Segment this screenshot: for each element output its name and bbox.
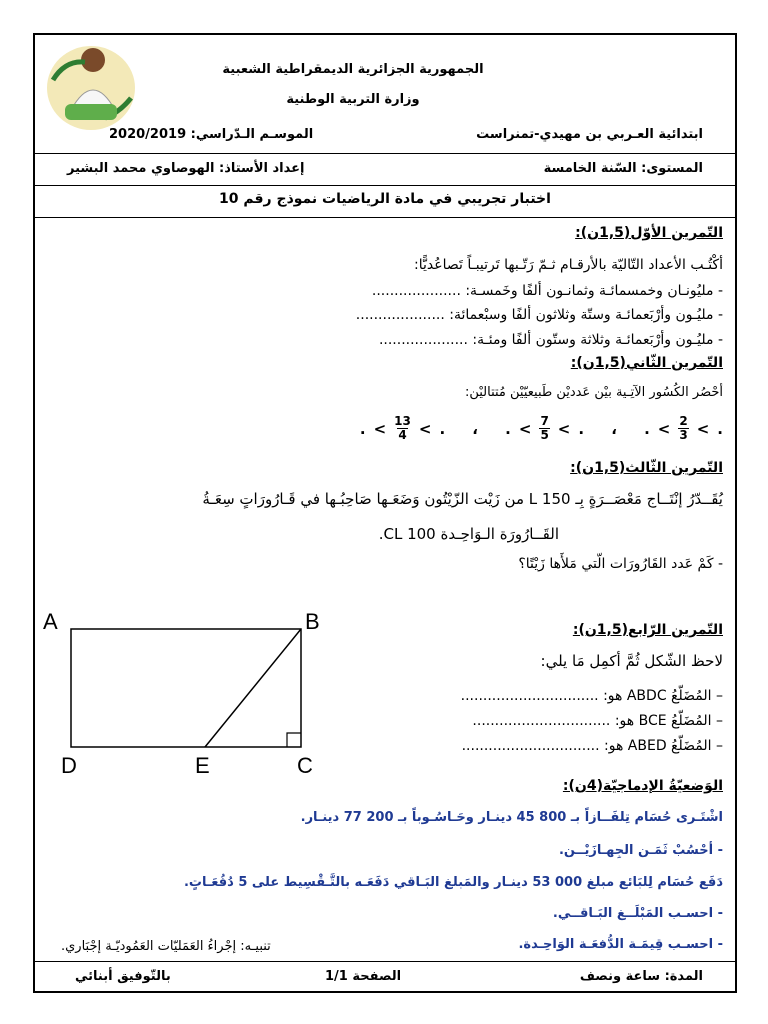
lt-sign: < [657, 419, 671, 438]
dot: . [359, 419, 366, 438]
label-E: E [195, 753, 210, 778]
lt-sign: < [518, 419, 532, 438]
rectangle-ABDC [71, 629, 301, 747]
level: المستوى: السّنة الخامسة [543, 161, 703, 176]
integration-note: تنبيـه: إجْراءُ العَمَليّات العَمُوديّـة إجْبَاري. [61, 939, 271, 954]
ex4-item-2: – المُضَلّعُ BCE هو: ............................... [472, 713, 723, 729]
separator: ، [472, 419, 478, 438]
ex2-instruction: أحْصُر الكُسُور الآتِـية بيْن عَدديْن طَبيعيّيْن مُتتاليْن: [464, 385, 723, 400]
integration-q1: - أحْسُبْ ثَمَـن الجِهـازَيْــن. [558, 843, 723, 858]
ex3-line-1: يُقَــدّرُ إنْتَــاج مَعْصَــرَةٍ بِـ 150 L من زَيْت الزّيْتُون وَضَعَـها صَاحِبُـها في قَـارُورَاتٍ سِعَـةُ [202, 490, 723, 508]
ministry-title: وزارة التربية الوطنية [286, 92, 420, 107]
ex4-instruction: لاحظ الشّكل ثُمَّ أكمِل مَا يلي: [540, 652, 723, 670]
label-C: C [297, 753, 313, 778]
integration-line-1: اشْتَـرى حُسَام تِلفَــازاً بـ 800 45 دينـار وحَـاسُـوباً بـ 200 77 دينـار. [300, 810, 723, 825]
integration-q3: - احسـب قِيمَـة الدُّفعَـة الوَاحِـدة. [518, 937, 723, 952]
integration-title: الوَضعيّةُ الإدماجيّة(4ن): [562, 778, 723, 794]
fraction-13-4 [394, 415, 411, 442]
duration: المدة: ساعة ونصف [579, 969, 703, 984]
header-divider-2 [35, 185, 735, 186]
lt-sign: < [557, 419, 571, 438]
republic-title: الجمهورية الجزائرية الديمقراطية الشعبية [222, 62, 484, 77]
rectangle-figure [35, 603, 335, 783]
teacher-logo [45, 40, 137, 132]
integration-line-2: دَفَع حُسَام لِلبَائع مبلغ 000 53 دينـار والمَبلغ البَـاقي دَفَعَـه بالتَّـقْسِيط على 5 دُفُعَـاتٍ. [183, 875, 723, 890]
lt-sign: < [418, 419, 432, 438]
ex4-item-3: – المُضَلّعُ ABED هو: ............................... [461, 738, 723, 754]
separator: ، [611, 419, 617, 438]
fraction-2-3 [678, 415, 688, 442]
integration-q2: - احسـب المَبْلَــغ البَـاقــي. [552, 906, 723, 921]
denominator: 3 [679, 428, 688, 442]
teacher-name: إعداد الأستاذ: الهوصاوي محمد البشير [67, 161, 305, 176]
dot: . [578, 419, 585, 438]
ex1-instruction: أكْتُـب الأعداد التّاليّة بالأرقـام ثـمّ رَتّـبها تَرتيبـاً تَصاعُديًّا: [414, 257, 723, 273]
dot: . [439, 419, 446, 438]
exam-sheet [33, 33, 737, 993]
ex3-title: التّمرين الثّالث(1,5ن): [570, 460, 723, 476]
dot: . [505, 419, 511, 438]
label-B: B [305, 609, 320, 634]
numerator: 2 [679, 414, 688, 428]
numerator: 13 [394, 414, 411, 428]
lt-sign: < [373, 419, 387, 438]
footer-divider [35, 961, 735, 962]
ex1-title: التّمرين الأوّل(1,5ن): [575, 225, 723, 241]
lt-sign: < [696, 419, 710, 438]
ex1-item-3: - مليُـون وأرْبَعمائـة وثلاثة وستّون ألفًا ومئـة: .................... [378, 332, 723, 348]
header-divider-1 [35, 153, 735, 154]
label-D: D [61, 753, 77, 778]
segment-BE [205, 629, 301, 747]
ex4-title: التّمرين الرّابع(1,5ن): [572, 622, 723, 638]
ex1-item-1: - مليُونـان وخمسمائـة وثمانـون ألفًا وخَمسـة: .................... [371, 283, 723, 299]
exam-title: اختبار تجريبي في مادة الرياضيات نموذج رقم 10 [219, 191, 551, 207]
dot: . [644, 419, 650, 438]
ex2-title: التّمرين الثّاني(1,5ن): [570, 355, 723, 371]
page-number: الصفحة 1/1 [325, 969, 402, 984]
ex2-fractions-row [360, 415, 723, 442]
school-name: ابتدائية العـربي بن مهيدي-تمنراست [476, 127, 703, 142]
denominator: 5 [540, 428, 549, 442]
good-luck-note: بالتّوفيق أبنائي [75, 969, 171, 984]
logo-image [45, 40, 137, 132]
ex4-item-1: – المُضَلّعُ ABDC هو: ............................... [460, 688, 723, 704]
header-divider-3 [35, 217, 735, 218]
ex3-line-2: القَــارُورَة الـوَاحِـدة 100 CL. [378, 525, 559, 543]
fraction-7-5 [539, 415, 549, 442]
denominator: 4 [398, 428, 407, 442]
label-A: A [43, 609, 58, 634]
ex3-question: - كَمْ عَدد القَارُورَات الّتي مَلأَها زَيْتًا؟ [518, 556, 723, 572]
ex1-item-2: - مليُـون وأرْبَعمائـة وستّة وثلاثون ألفًا وسبْعمائة: .................... [355, 307, 723, 323]
numerator: 7 [540, 414, 549, 428]
dot: . [717, 419, 723, 438]
school-year: الموسـم الـدّراسي: 2020/2019 [109, 127, 314, 142]
right-angle-mark [287, 733, 301, 747]
